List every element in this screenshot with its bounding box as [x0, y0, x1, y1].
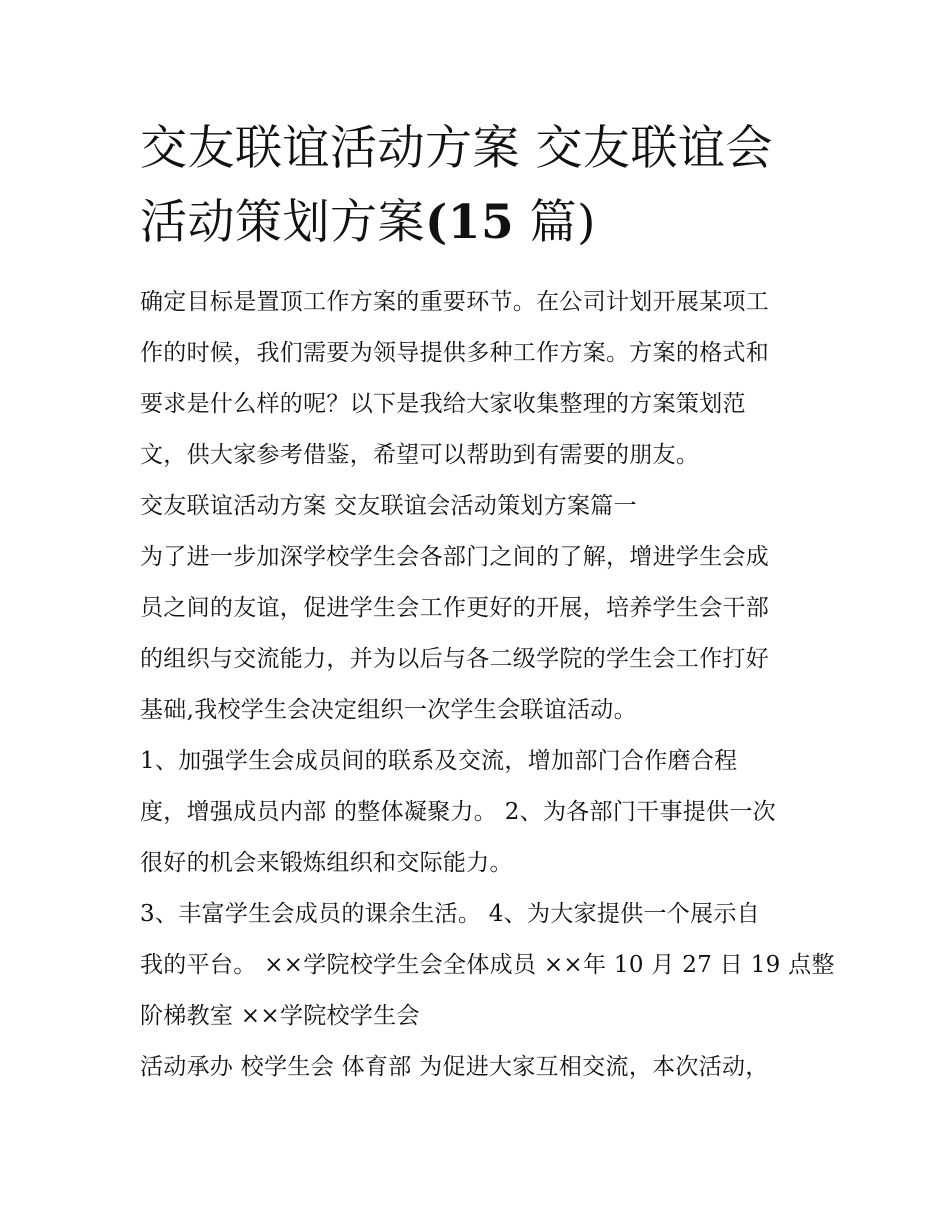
document-title	[140, 112, 820, 260]
title-line-2-count: (15	[425, 195, 515, 250]
body-line: 要求是什么样的呢？以下是我给大家收集整理的方案策划范	[140, 391, 746, 417]
body-line: 活动承办 校学生会 体育部 为促进大家互相交流，本次活动，	[140, 1054, 769, 1080]
body-line: 的组织与交流能力，并为以后与各二级学院的学生会工作打好	[140, 646, 770, 672]
document-body	[140, 277, 835, 1093]
body-line: 我的平台。 ××学院校学生会全体成员 ××年 10 月 27 日 19 点整	[140, 952, 835, 978]
title-line-2-suffix: 篇)	[514, 195, 596, 250]
body-line: 为了进一步加深学校学生会各部门之间的了解，增进学生会成	[140, 544, 770, 570]
body-line: 文，供大家参考借鉴，希望可以帮助到有需要的朋友。	[140, 442, 700, 468]
body-line: 很好的机会来锻炼组织和交际能力。	[140, 850, 513, 876]
body-line: 3、丰富学生会成员的课余生活。 4、为大家提供一个展示自	[140, 901, 760, 927]
title-line-2	[140, 186, 820, 260]
body-line: 度，增强成员内部 的整体凝聚力。 2、为各部门干事提供一次	[140, 799, 776, 825]
body-line: 员之间的友谊，促进学生会工作更好的开展，培养学生会干部	[140, 595, 770, 621]
body-line: 1、加强学生会成员间的联系及交流，增加部门合作磨合程	[140, 748, 738, 774]
title-line-1: 交友联谊活动方案 交友联谊会	[140, 121, 773, 176]
body-line: 作的时候，我们需要为领导提供多种工作方案。方案的格式和	[140, 340, 770, 366]
body-line: 基础,我校学生会决定组织一次学生会联谊活动。	[140, 697, 637, 723]
title-line-2-prefix: 活动策划方案	[140, 195, 425, 250]
body-line: 确定目标是置顶工作方案的重要环节。在公司计划开展某项工	[140, 289, 770, 315]
body-line: 阶梯教室 ××学院校学生会	[140, 1003, 420, 1029]
section-heading: 交友联谊活动方案 交友联谊会活动策划方案篇一	[140, 493, 637, 519]
